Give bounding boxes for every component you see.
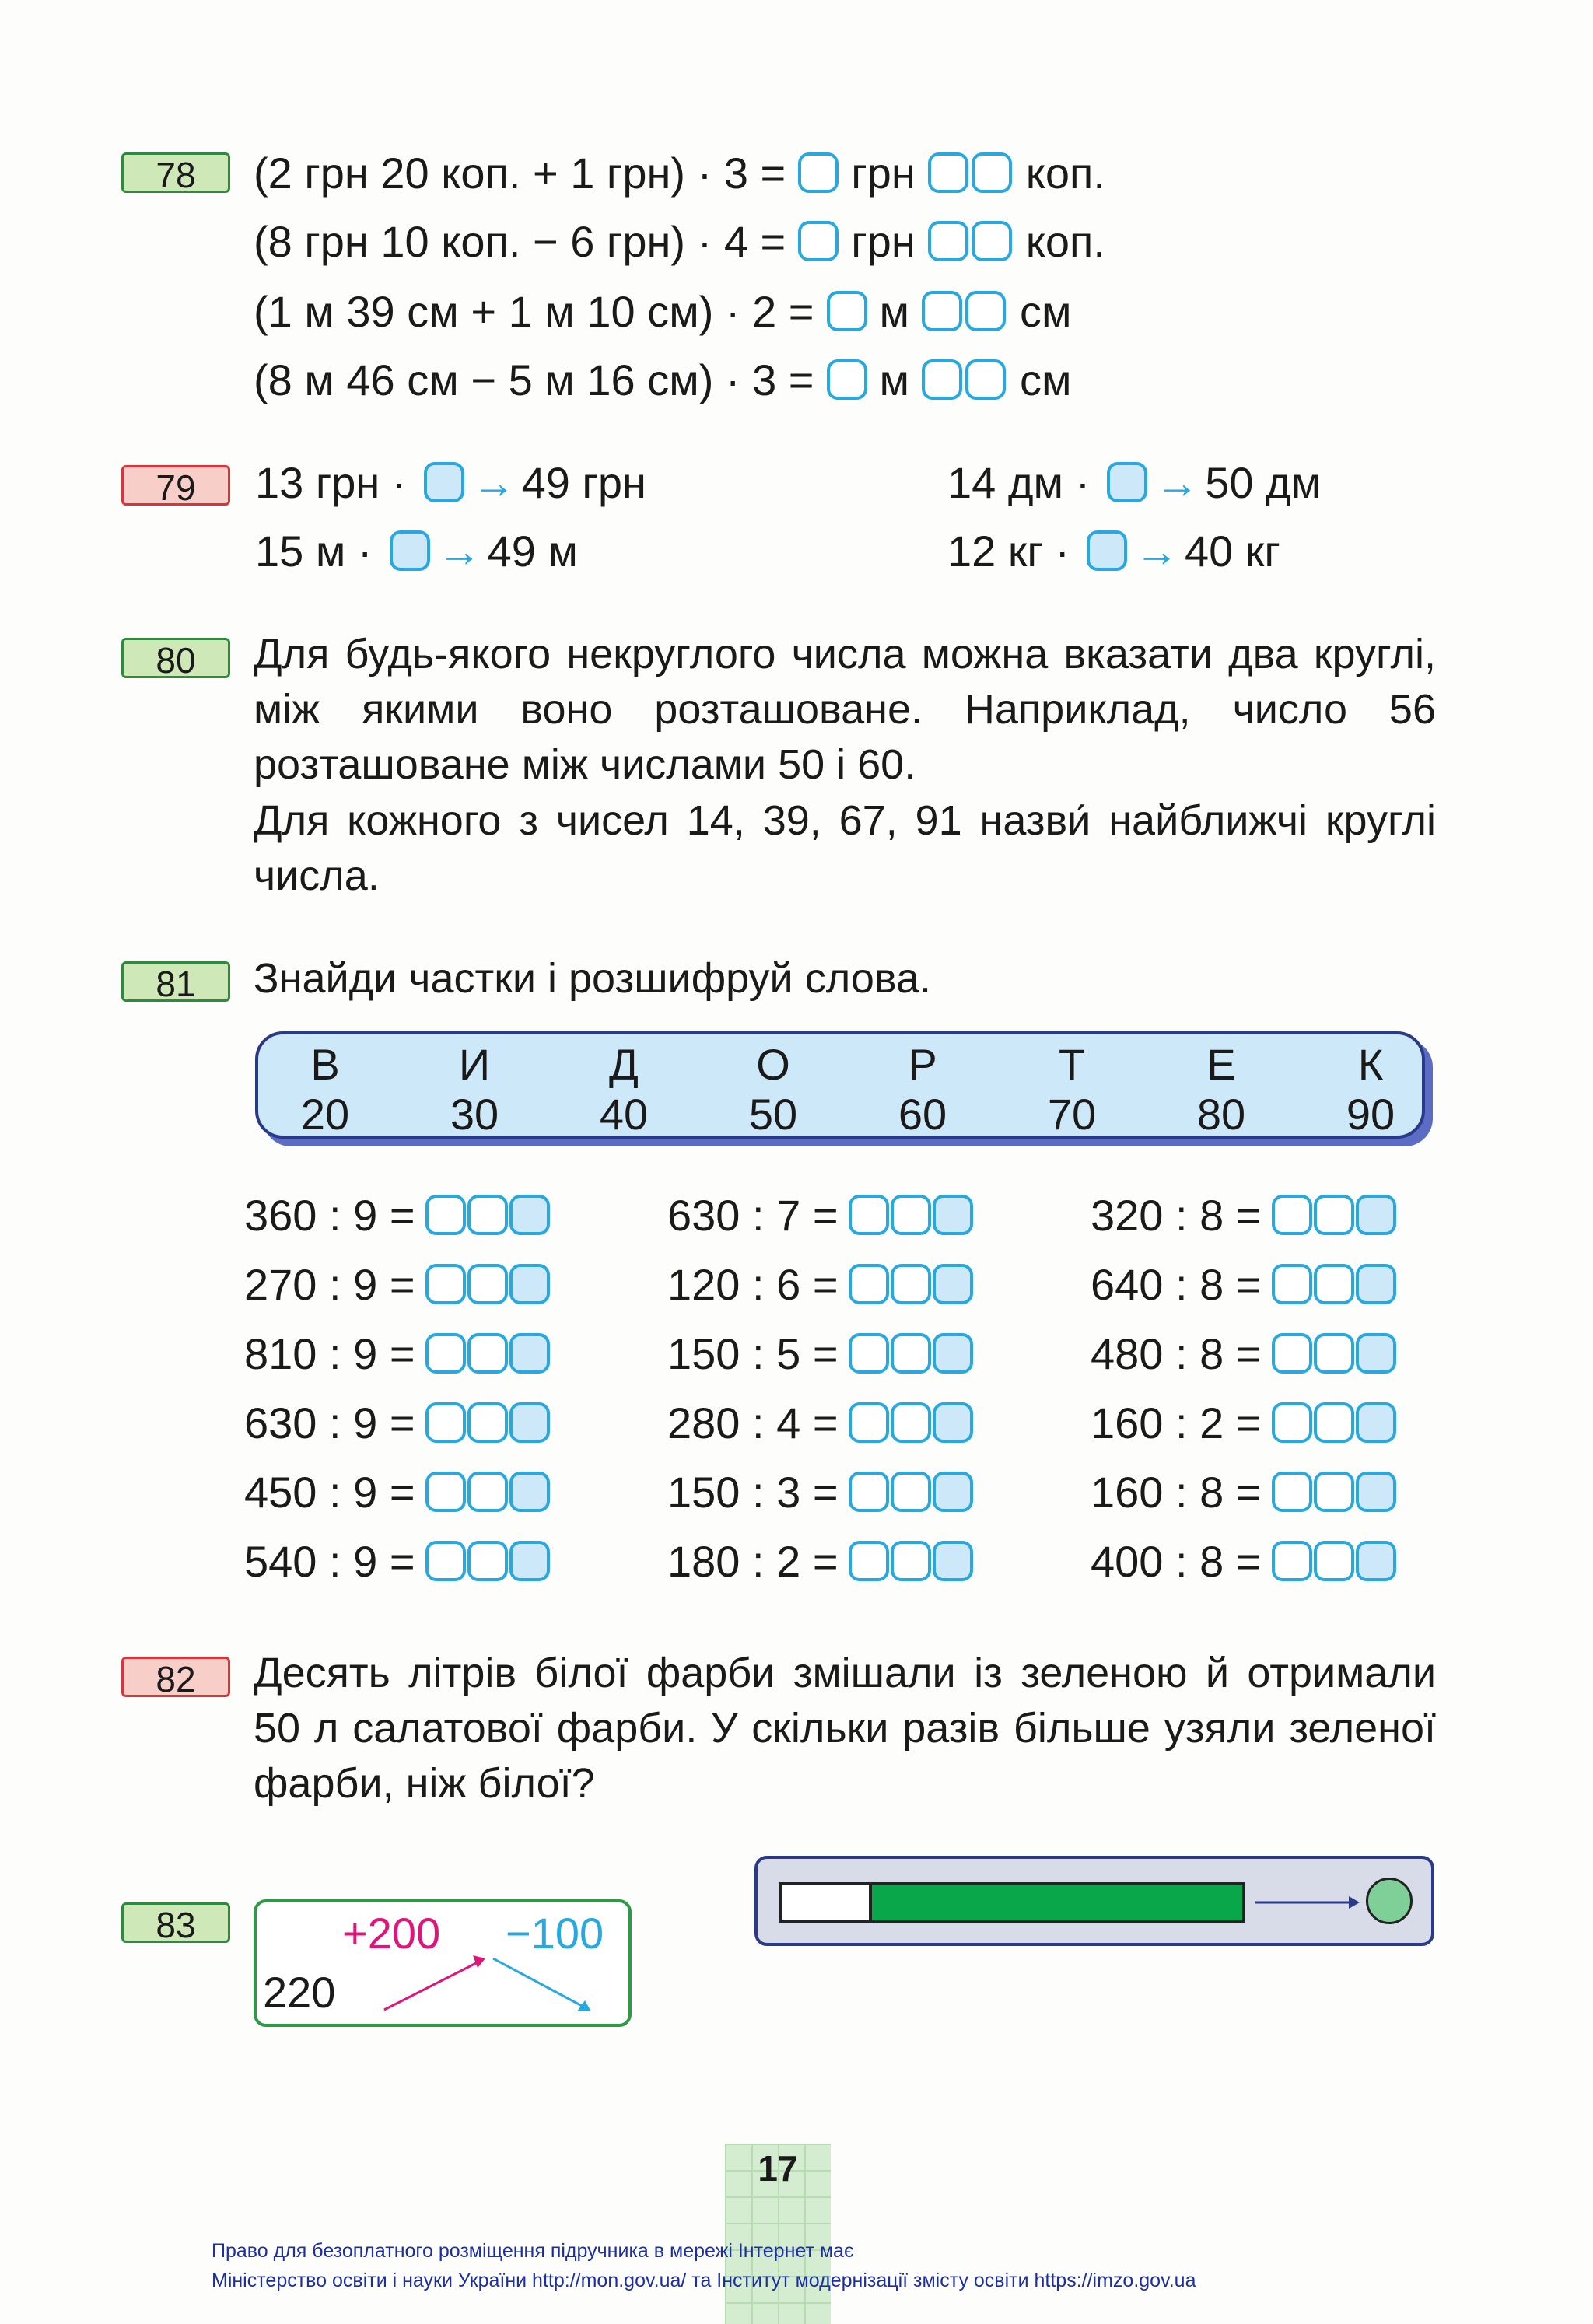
digit-answer-box[interactable] <box>425 1264 466 1304</box>
letter-answer-box[interactable] <box>933 1402 973 1443</box>
digit-answer-box[interactable] <box>467 1264 508 1304</box>
paint-diagram <box>754 1856 1434 1946</box>
division-expression: 630 : 7 = <box>667 1190 839 1240</box>
digit-answer-box[interactable] <box>849 1402 889 1443</box>
arrow-right-icon <box>1252 1885 1361 1920</box>
letter-answer-box[interactable] <box>1356 1264 1396 1304</box>
answer-box[interactable] <box>1107 462 1147 502</box>
digit-answer-box[interactable] <box>425 1333 466 1374</box>
digit-answer-box[interactable] <box>891 1402 931 1443</box>
division-expression: 120 : 6 = <box>667 1259 839 1309</box>
e78-expr: (2 грн 20 коп. + 1 грн) · 3 = <box>254 148 786 198</box>
e79-item <box>255 526 578 576</box>
e79-result: 40 кг <box>1184 526 1280 576</box>
letter-answer-box[interactable] <box>933 1333 973 1374</box>
letter-answer-box[interactable] <box>1356 1472 1396 1512</box>
cipher-letter: О <box>756 1040 790 1089</box>
answer-box[interactable] <box>922 291 962 331</box>
e81-task: Знайди частки і розшифруй слова. <box>254 955 931 1002</box>
arrow-right-icon: → <box>1134 526 1178 576</box>
letter-answer-box[interactable] <box>933 1472 973 1512</box>
exercise-number-82: 82 <box>121 1657 230 1697</box>
digit-answer-box[interactable] <box>1314 1472 1354 1512</box>
exercise-number-83: 83 <box>121 1902 230 1943</box>
footer-line-2: Міністерство освіти і науки України http://mon.gov.ua/ та Інститут модернізації змісту освіти https://imzo.gov.ua <box>212 2270 1196 2291</box>
letter-answer-box[interactable] <box>1356 1402 1396 1443</box>
e83-chain-box <box>254 1899 632 2027</box>
digit-answer-box[interactable] <box>891 1264 931 1304</box>
digit-answer-box[interactable] <box>891 1472 931 1512</box>
digit-answer-box[interactable] <box>891 1541 931 1581</box>
division-expression: 180 : 2 = <box>667 1536 839 1586</box>
e79-result: 50 дм <box>1205 457 1322 507</box>
digit-answer-box[interactable] <box>467 1333 508 1374</box>
cipher-letter: И <box>458 1040 491 1089</box>
letter-answer-box[interactable] <box>509 1541 550 1581</box>
division-equation <box>1091 1467 1397 1517</box>
e83-start: 220 <box>263 1968 336 2017</box>
e79-result: 49 м <box>487 526 578 576</box>
mixed-paint-circle <box>1366 1878 1413 1924</box>
answer-box[interactable] <box>972 152 1012 193</box>
digit-answer-box[interactable] <box>425 1195 466 1235</box>
digit-answer-box[interactable] <box>1314 1195 1354 1235</box>
e79-result: 49 грн <box>521 457 646 507</box>
letter-answer-box[interactable] <box>1356 1333 1396 1374</box>
digit-answer-box[interactable] <box>467 1541 508 1581</box>
arrow-right-icon: → <box>471 457 516 507</box>
cipher-number: 70 <box>1047 1090 1097 1139</box>
unit: см <box>1020 286 1072 336</box>
division-equation <box>667 1536 974 1586</box>
digit-answer-box[interactable] <box>1272 1195 1312 1235</box>
digit-answer-box[interactable] <box>1272 1264 1312 1304</box>
digit-answer-box[interactable] <box>425 1541 466 1581</box>
e79-item <box>255 457 646 507</box>
division-equation <box>244 1190 551 1240</box>
digit-answer-box[interactable] <box>425 1472 466 1512</box>
exercise-number-80: 80 <box>121 638 230 678</box>
unit: грн <box>851 216 916 266</box>
e78-line-3 <box>254 286 1072 336</box>
digit-answer-box[interactable] <box>1272 1333 1312 1374</box>
cipher-number: 80 <box>1196 1090 1246 1139</box>
e80-paragraph-1: Для будь-якого некруглого числа можна вказати два круглі, між якими воно розташоване. Наприклад, число 56 розташоване між числами 50 і 60. <box>254 631 1436 788</box>
answer-box[interactable] <box>390 530 430 571</box>
division-expression: 270 : 9 = <box>244 1259 415 1309</box>
exercise-number-78: 78 <box>121 152 230 193</box>
green-paint-bar <box>870 1882 1245 1923</box>
letter-answer-box[interactable] <box>509 1472 550 1512</box>
digit-answer-box[interactable] <box>891 1195 931 1235</box>
cipher-number: 40 <box>599 1090 649 1139</box>
e82-text: Десять літрів білої фарби змішали із зеленою й отримали 50 л салатової фарби. У скільки разів більше узяли зеленої фарби, ніж білої? <box>254 1650 1436 1807</box>
unit: м <box>879 355 910 404</box>
answer-box[interactable] <box>798 221 839 261</box>
digit-answer-box[interactable] <box>849 1472 889 1512</box>
division-equation <box>667 1259 974 1309</box>
digit-answer-box[interactable] <box>1272 1472 1312 1512</box>
answer-box[interactable] <box>922 359 962 400</box>
answer-box[interactable] <box>972 221 1012 261</box>
digit-answer-box[interactable] <box>1272 1541 1312 1581</box>
division-expression: 400 : 8 = <box>1091 1536 1262 1586</box>
division-equation <box>244 1259 551 1309</box>
digit-answer-box[interactable] <box>425 1402 466 1443</box>
digit-answer-box[interactable] <box>1314 1264 1354 1304</box>
digit-answer-box[interactable] <box>849 1264 889 1304</box>
exercise-number-81: 81 <box>121 961 230 1002</box>
division-equation <box>244 1398 551 1447</box>
arrow-down-right-icon <box>490 1952 599 2014</box>
letter-answer-box[interactable] <box>509 1195 550 1235</box>
division-expression: 150 : 5 = <box>667 1328 839 1378</box>
e79-item <box>947 457 1321 507</box>
digit-answer-box[interactable] <box>467 1402 508 1443</box>
cipher-letter: Е <box>1206 1040 1236 1089</box>
e78-expr: (8 м 46 см − 5 м 16 см) · 3 = <box>254 355 814 404</box>
division-equation <box>244 1328 551 1378</box>
e78-expr: (8 грн 10 коп. − 6 грн) · 4 = <box>254 216 786 266</box>
division-expression: 280 : 4 = <box>667 1398 839 1447</box>
answer-box[interactable] <box>1087 530 1127 571</box>
e79-factor: 12 кг · <box>947 526 1070 576</box>
cipher-letter: В <box>310 1040 340 1089</box>
letter-answer-box[interactable] <box>933 1264 973 1304</box>
cipher-letter: Т <box>1058 1040 1086 1089</box>
division-expression: 640 : 8 = <box>1091 1259 1262 1309</box>
cipher-number: 90 <box>1346 1090 1395 1139</box>
division-expression: 540 : 9 = <box>244 1536 415 1586</box>
arrow-right-icon: → <box>437 526 481 576</box>
e78-line-1 <box>254 148 1105 198</box>
e78-line-4 <box>254 355 1072 404</box>
e79-factor: 15 м · <box>255 526 373 576</box>
answer-box[interactable] <box>928 152 968 193</box>
cipher-number: 60 <box>898 1090 947 1139</box>
e79-item <box>947 526 1280 576</box>
cipher-number: 30 <box>450 1090 499 1139</box>
letter-answer-box[interactable] <box>933 1541 973 1581</box>
digit-answer-box[interactable] <box>1314 1333 1354 1374</box>
cipher-number: 20 <box>300 1090 350 1139</box>
letter-answer-box[interactable] <box>509 1333 550 1374</box>
digit-answer-box[interactable] <box>849 1195 889 1235</box>
unit: коп. <box>1025 148 1105 198</box>
digit-answer-box[interactable] <box>849 1541 889 1581</box>
cipher-letter: Д <box>609 1040 639 1089</box>
cipher-key-table <box>255 1031 1425 1139</box>
e78-expr: (1 м 39 см + 1 м 10 см) · 2 = <box>254 286 814 336</box>
e80-paragraph-2: Для кожного з чисел 14, 39, 67, 91 назви́ найближчі круглі числа. <box>254 797 1436 899</box>
division-expression: 320 : 8 = <box>1091 1190 1262 1240</box>
page-number: 17 <box>758 2148 798 2189</box>
division-equation <box>667 1398 974 1447</box>
unit: коп. <box>1025 216 1105 266</box>
division-expression: 630 : 9 = <box>244 1398 415 1447</box>
digit-answer-box[interactable] <box>1272 1402 1312 1443</box>
digit-answer-box[interactable] <box>891 1333 931 1374</box>
letter-answer-box[interactable] <box>509 1402 550 1443</box>
digit-answer-box[interactable] <box>1314 1402 1354 1443</box>
division-expression: 480 : 8 = <box>1091 1328 1262 1378</box>
division-equation <box>1091 1398 1397 1447</box>
e83-plus: +200 <box>342 1909 441 1958</box>
answer-box[interactable] <box>827 359 867 400</box>
division-equation <box>1091 1328 1397 1378</box>
cipher-letter: К <box>1357 1040 1384 1089</box>
answer-box[interactable] <box>965 291 1006 331</box>
e79-factor: 13 грн · <box>255 457 407 507</box>
arrow-up-right-icon <box>381 1952 490 2014</box>
letter-answer-box[interactable] <box>509 1264 550 1304</box>
digit-answer-box[interactable] <box>1314 1541 1354 1581</box>
exercise-number-79: 79 <box>121 465 230 506</box>
division-equation <box>244 1467 551 1517</box>
letter-answer-box[interactable] <box>933 1195 973 1235</box>
division-expression: 160 : 8 = <box>1091 1467 1262 1517</box>
unit: см <box>1020 355 1072 404</box>
division-equation <box>1091 1259 1397 1309</box>
answer-box[interactable] <box>424 462 464 502</box>
e78-line-2 <box>254 216 1105 266</box>
unit: грн <box>851 148 916 198</box>
division-equation <box>1091 1536 1397 1586</box>
digit-answer-box[interactable] <box>849 1333 889 1374</box>
answer-box[interactable] <box>928 221 968 261</box>
division-expression: 150 : 3 = <box>667 1467 839 1517</box>
white-paint-bar <box>779 1882 871 1923</box>
division-expression: 160 : 2 = <box>1091 1398 1262 1447</box>
e83-minus: −100 <box>506 1909 604 1958</box>
division-equation <box>667 1328 974 1378</box>
answer-box[interactable] <box>965 359 1006 400</box>
unit: м <box>879 286 910 336</box>
digit-answer-box[interactable] <box>467 1195 508 1235</box>
digit-answer-box[interactable] <box>467 1472 508 1512</box>
letter-answer-box[interactable] <box>1356 1541 1396 1581</box>
letter-answer-box[interactable] <box>1356 1195 1396 1235</box>
division-expression: 450 : 9 = <box>244 1467 415 1517</box>
division-equation <box>1091 1190 1397 1240</box>
division-expression: 360 : 9 = <box>244 1190 415 1240</box>
division-expression: 810 : 9 = <box>244 1328 415 1378</box>
division-equation <box>667 1467 974 1517</box>
division-equation <box>244 1536 551 1586</box>
cipher-number: 50 <box>748 1090 798 1139</box>
cipher-letter: Р <box>908 1040 937 1089</box>
arrow-right-icon: → <box>1155 457 1199 507</box>
answer-box[interactable] <box>827 291 867 331</box>
e79-factor: 14 дм · <box>947 457 1091 507</box>
answer-box[interactable] <box>798 152 839 193</box>
division-equation <box>667 1190 974 1240</box>
footer-line-1: Право для безоплатного розміщення підручника в мережі Інтернет має <box>212 2240 854 2262</box>
